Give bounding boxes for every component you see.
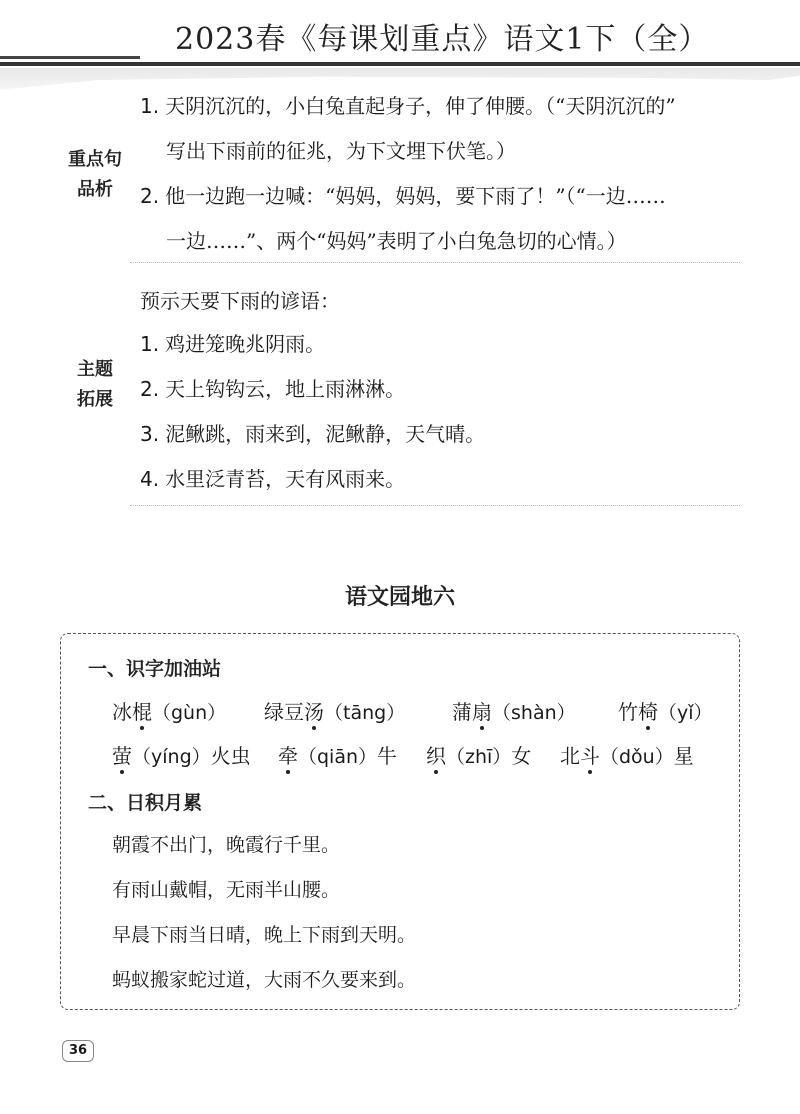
saying-1: 朝霞不出门，晚霞行千里。 (112, 834, 341, 856)
proverb-4: 4. 水里泛青苔，天有风雨来。 (140, 467, 406, 491)
pinyin-word: 萤（yíng）火虫 (112, 744, 251, 768)
pinyin-word: 北斗（dǒu）星 (560, 744, 694, 768)
garden-box (60, 633, 740, 1010)
proverb-3: 3. 泥鳅跳，雨来到，泥鳅静，天气晴。 (140, 422, 486, 446)
page-header (0, 0, 800, 100)
proverb-1: 1. 鸡进笼晚兆阴雨。 (140, 332, 326, 356)
pinyin-word: 冰棍（gùn） (112, 700, 227, 724)
pinyin-word: 牵（qiān）牛 (278, 744, 398, 768)
saying-3: 早晨下雨当日晴，晚上下雨到天明。 (112, 924, 417, 946)
divider (130, 505, 740, 506)
page-number: 36 (62, 1040, 94, 1062)
saying-2: 有雨山戴帽，无雨半山腰。 (112, 879, 341, 901)
key-sentence-1-line2: 写出下雨前的征兆，为下文埋下伏笔。） (166, 139, 516, 163)
theme-intro: 预示天要下雨的谚语： (140, 289, 340, 313)
header-band (0, 68, 800, 90)
key-sentences-label: 重点句 品析 (68, 149, 122, 200)
section2-heading: 二、日积月累 (88, 792, 203, 814)
pinyin-word: 蒲扇（shàn） (452, 700, 576, 724)
key-sentence-2-line1: 2. 他一边跑一边喊：“妈妈，妈妈，要下雨了！”（“一边…… (140, 184, 666, 208)
theme-label: 主题 拓展 (77, 359, 113, 410)
pinyin-word: 竹椅（yǐ） (618, 700, 713, 724)
pinyin-word: 绿豆汤（tāng） (264, 700, 406, 724)
section1-heading: 一、识字加油站 (88, 658, 222, 680)
key-sentence-1-line1: 1. 天阴沉沉的，小白兔直起身子，伸了伸腰。（“天阴沉沉的” (140, 94, 676, 118)
proverb-2: 2. 天上钩钩云，地上雨淋淋。 (140, 377, 406, 401)
garden-title: 语文园地六 (344, 585, 455, 610)
pinyin-word: 织（zhī）女 (426, 744, 532, 768)
page-title: 2023春《每课划重点》语文1下（全） (175, 22, 710, 57)
header-rule (0, 62, 800, 66)
saying-4: 蚂蚁搬家蛇过道，大雨不久要来到。 (112, 969, 417, 991)
header-accent-bar (0, 56, 140, 59)
divider (130, 262, 740, 263)
key-sentence-2-line2: 一边……”、两个“妈妈”表明了小白兔急切的心情。） (166, 229, 627, 253)
